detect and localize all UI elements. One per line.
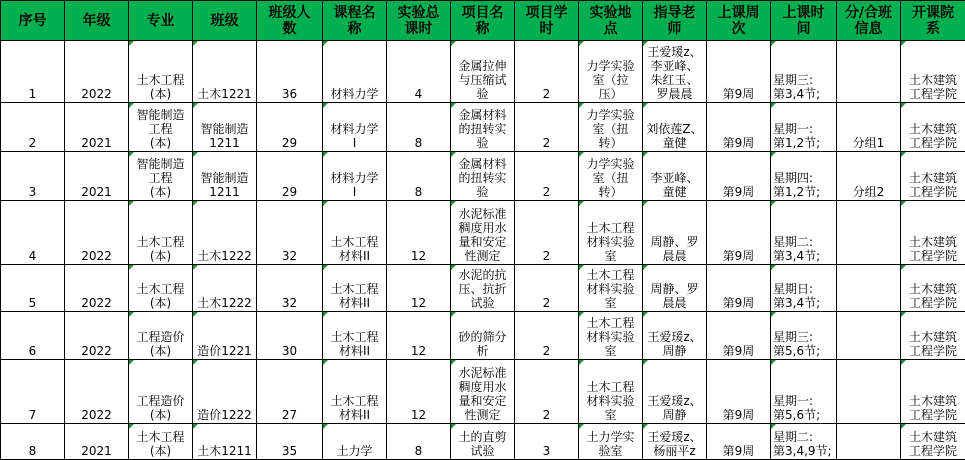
table-cell [837, 360, 901, 424]
column-header: 开课院 系 [901, 1, 965, 41]
table-cell: 2022 [65, 312, 129, 360]
table-row [1, 312, 965, 360]
table-cell: 分组1 [837, 103, 901, 152]
table-cell: 2 [515, 265, 579, 312]
column-header: 指导老 师 [643, 1, 707, 41]
table-cell: 2021 [65, 103, 129, 152]
table-cell: 第9周 [707, 41, 771, 103]
table-cell: 29 [257, 152, 323, 201]
table-cell: 8 [387, 103, 451, 152]
table-cell: 土木建筑 工程学院 [901, 424, 965, 460]
table-cell: 智能制造 1211 [193, 103, 257, 152]
table-cell: 土木工程 材料实验 室 [579, 265, 643, 312]
table-cell: 星期二: 第3,4节; [771, 201, 837, 265]
table-cell: 32 [257, 265, 323, 312]
table-cell: 第9周 [707, 312, 771, 360]
table-cell: 土木建筑 工程学院 [901, 265, 965, 312]
table-cell: 李亚峰、 童健 [643, 152, 707, 201]
table-cell: 土木工程 材料II [323, 201, 387, 265]
table-cell: 刘依莲Z、 童健 [643, 103, 707, 152]
table-cell [837, 424, 901, 460]
table-cell: 材料力学 I [323, 152, 387, 201]
table-cell: 土的直剪 试验 [451, 424, 515, 460]
table-cell: 星期一: 第5,6节; [771, 360, 837, 424]
column-header: 上课时 间 [771, 1, 837, 41]
table-cell: 土力学 [323, 424, 387, 460]
table-cell: 土木建筑 工程学院 [901, 152, 965, 201]
table-cell: 王爱瑗z、 周静 [643, 312, 707, 360]
table-cell: 土木建筑 工程学院 [901, 312, 965, 360]
table-cell: 8 [1, 424, 65, 460]
table-cell: 周静、罗 晨晨 [643, 201, 707, 265]
column-header: 项目名 称 [451, 1, 515, 41]
table-cell: 金属材料 的扭转实 验 [451, 152, 515, 201]
table-cell: 土木工程 (本) [129, 41, 193, 103]
table-cell: 土木工程 材料II [323, 360, 387, 424]
table-cell: 2022 [65, 41, 129, 103]
table-cell: 土木建筑 工程学院 [901, 103, 965, 152]
table-cell: 30 [257, 312, 323, 360]
table-cell: 5 [1, 265, 65, 312]
table-cell: 8 [387, 152, 451, 201]
table-cell: 王爱瑗z、 杨丽平z [643, 424, 707, 460]
column-header: 序号 [1, 1, 65, 41]
table-cell: 水泥标准 稠度用水 量和安定 性测定 [451, 360, 515, 424]
table-cell: 智能制造 工程 (本) [129, 152, 193, 201]
table-cell: 2 [515, 360, 579, 424]
header-row [1, 1, 965, 41]
table-cell: 8 [387, 424, 451, 460]
table-cell: 29 [257, 103, 323, 152]
table-cell: 2021 [65, 424, 129, 460]
table-cell: 工程造价 (本) [129, 360, 193, 424]
column-header: 专业 [129, 1, 193, 41]
table-cell: 27 [257, 360, 323, 424]
table-cell: 土力学实 验室 [579, 424, 643, 460]
table-cell: 12 [387, 201, 451, 265]
table-cell: 土木工程 材料实验 室 [579, 360, 643, 424]
table-cell: 第9周 [707, 265, 771, 312]
table-cell: 土木1222 [193, 265, 257, 312]
table-cell: 第9周 [707, 103, 771, 152]
column-header: 上课周 次 [707, 1, 771, 41]
table-cell: 2022 [65, 265, 129, 312]
table-cell: 土木工程 材料II [323, 312, 387, 360]
table-cell [837, 312, 901, 360]
table-cell: 土木工程 材料实验 室 [579, 201, 643, 265]
table-cell: 4 [1, 201, 65, 265]
table-cell: 力学实验 室（拉 压） [579, 41, 643, 103]
table-cell: 周静、罗 晨晨 [643, 265, 707, 312]
table-cell: 材料力学 I [323, 103, 387, 152]
table-cell: 分组2 [837, 152, 901, 201]
table-cell: 2 [515, 201, 579, 265]
table-cell: 土木1211 [193, 424, 257, 460]
column-header: 班级人 数 [257, 1, 323, 41]
table-cell: 12 [387, 360, 451, 424]
table-cell: 工程造价 (本) [129, 312, 193, 360]
table-cell: 土木工程 材料II [323, 265, 387, 312]
table-cell: 智能制造 1211 [193, 152, 257, 201]
table-row [1, 103, 965, 152]
table-cell: 智能制造 工程 (本) [129, 103, 193, 152]
table-cell: 第9周 [707, 360, 771, 424]
table-cell [837, 201, 901, 265]
table-cell: 水泥标准 稠度用水 量和安定 性测定 [451, 201, 515, 265]
table-cell: 土木建筑 工程学院 [901, 201, 965, 265]
table-cell: 2 [515, 152, 579, 201]
table-cell: 6 [1, 312, 65, 360]
table-cell: 星期四: 第1,2节; [771, 152, 837, 201]
table-cell: 土木1221 [193, 41, 257, 103]
table-body [1, 41, 965, 460]
table-cell: 4 [387, 41, 451, 103]
table-row [1, 265, 965, 312]
table-cell: 星期一: 第1,2节; [771, 103, 837, 152]
table-cell: 造价1221 [193, 312, 257, 360]
table-cell: 12 [387, 312, 451, 360]
table-cell: 2 [515, 312, 579, 360]
table-cell: 王爱瑗z、 周静 [643, 360, 707, 424]
table-cell: 2 [515, 103, 579, 152]
table-cell: 金属拉伸 与压缩试 验 [451, 41, 515, 103]
table-cell: 1 [1, 41, 65, 103]
table-row [1, 152, 965, 201]
table-cell: 金属材料 的扭转实 验 [451, 103, 515, 152]
table-row [1, 360, 965, 424]
table-cell: 第9周 [707, 201, 771, 265]
column-header: 课程名 称 [323, 1, 387, 41]
column-header: 班级 [193, 1, 257, 41]
table-cell: 3 [515, 424, 579, 460]
table-cell: 土木工程 材料实验 室 [579, 312, 643, 360]
table-cell: 2 [1, 103, 65, 152]
table-cell: 2022 [65, 201, 129, 265]
column-header: 实验地 点 [579, 1, 643, 41]
table-cell: 砂的筛分 析 [451, 312, 515, 360]
column-header: 项目学 时 [515, 1, 579, 41]
table-cell: 12 [387, 265, 451, 312]
table-cell [837, 265, 901, 312]
table-cell: 土木建筑 工程学院 [901, 360, 965, 424]
table-cell: 土木建筑 工程学院 [901, 41, 965, 103]
table-cell: 星期三: 第5,6节; [771, 312, 837, 360]
table-cell: 第9周 [707, 152, 771, 201]
column-header: 年级 [65, 1, 129, 41]
column-header: 分/合班 信息 [837, 1, 901, 41]
table-cell: 土木工程 (本) [129, 265, 193, 312]
table-cell: 星期二: 第3,4,9节; [771, 424, 837, 460]
table-cell: 2021 [65, 152, 129, 201]
table-cell: 土木1222 [193, 201, 257, 265]
table-cell: 水泥的抗 压、抗折 试验 [451, 265, 515, 312]
table-cell: 第9周 [707, 424, 771, 460]
table-cell: 3 [1, 152, 65, 201]
table-cell: 2022 [65, 360, 129, 424]
table-cell: 材料力学 [323, 41, 387, 103]
table-cell: 力学实验 室（扭 转） [579, 152, 643, 201]
table-cell: 32 [257, 201, 323, 265]
table-row [1, 424, 965, 460]
table-cell: 力学实验 室（扭 转） [579, 103, 643, 152]
table-row [1, 201, 965, 265]
table-cell: 造价1222 [193, 360, 257, 424]
table-cell: 星期日: 第3,4节; [771, 265, 837, 312]
table-cell [837, 41, 901, 103]
table-cell: 土木工程 (本) [129, 424, 193, 460]
table-cell: 7 [1, 360, 65, 424]
table-cell: 土木工程 (本) [129, 201, 193, 265]
table-cell: 2 [515, 41, 579, 103]
table-cell: 星期三: 第3,4节; [771, 41, 837, 103]
table-cell: 36 [257, 41, 323, 103]
table-cell: 35 [257, 424, 323, 460]
column-header: 实验总 课时 [387, 1, 451, 41]
table-cell: 王爱瑗z、 李亚峰、 朱红玉、 罗晨晨 [643, 41, 707, 103]
table-row [1, 41, 965, 103]
